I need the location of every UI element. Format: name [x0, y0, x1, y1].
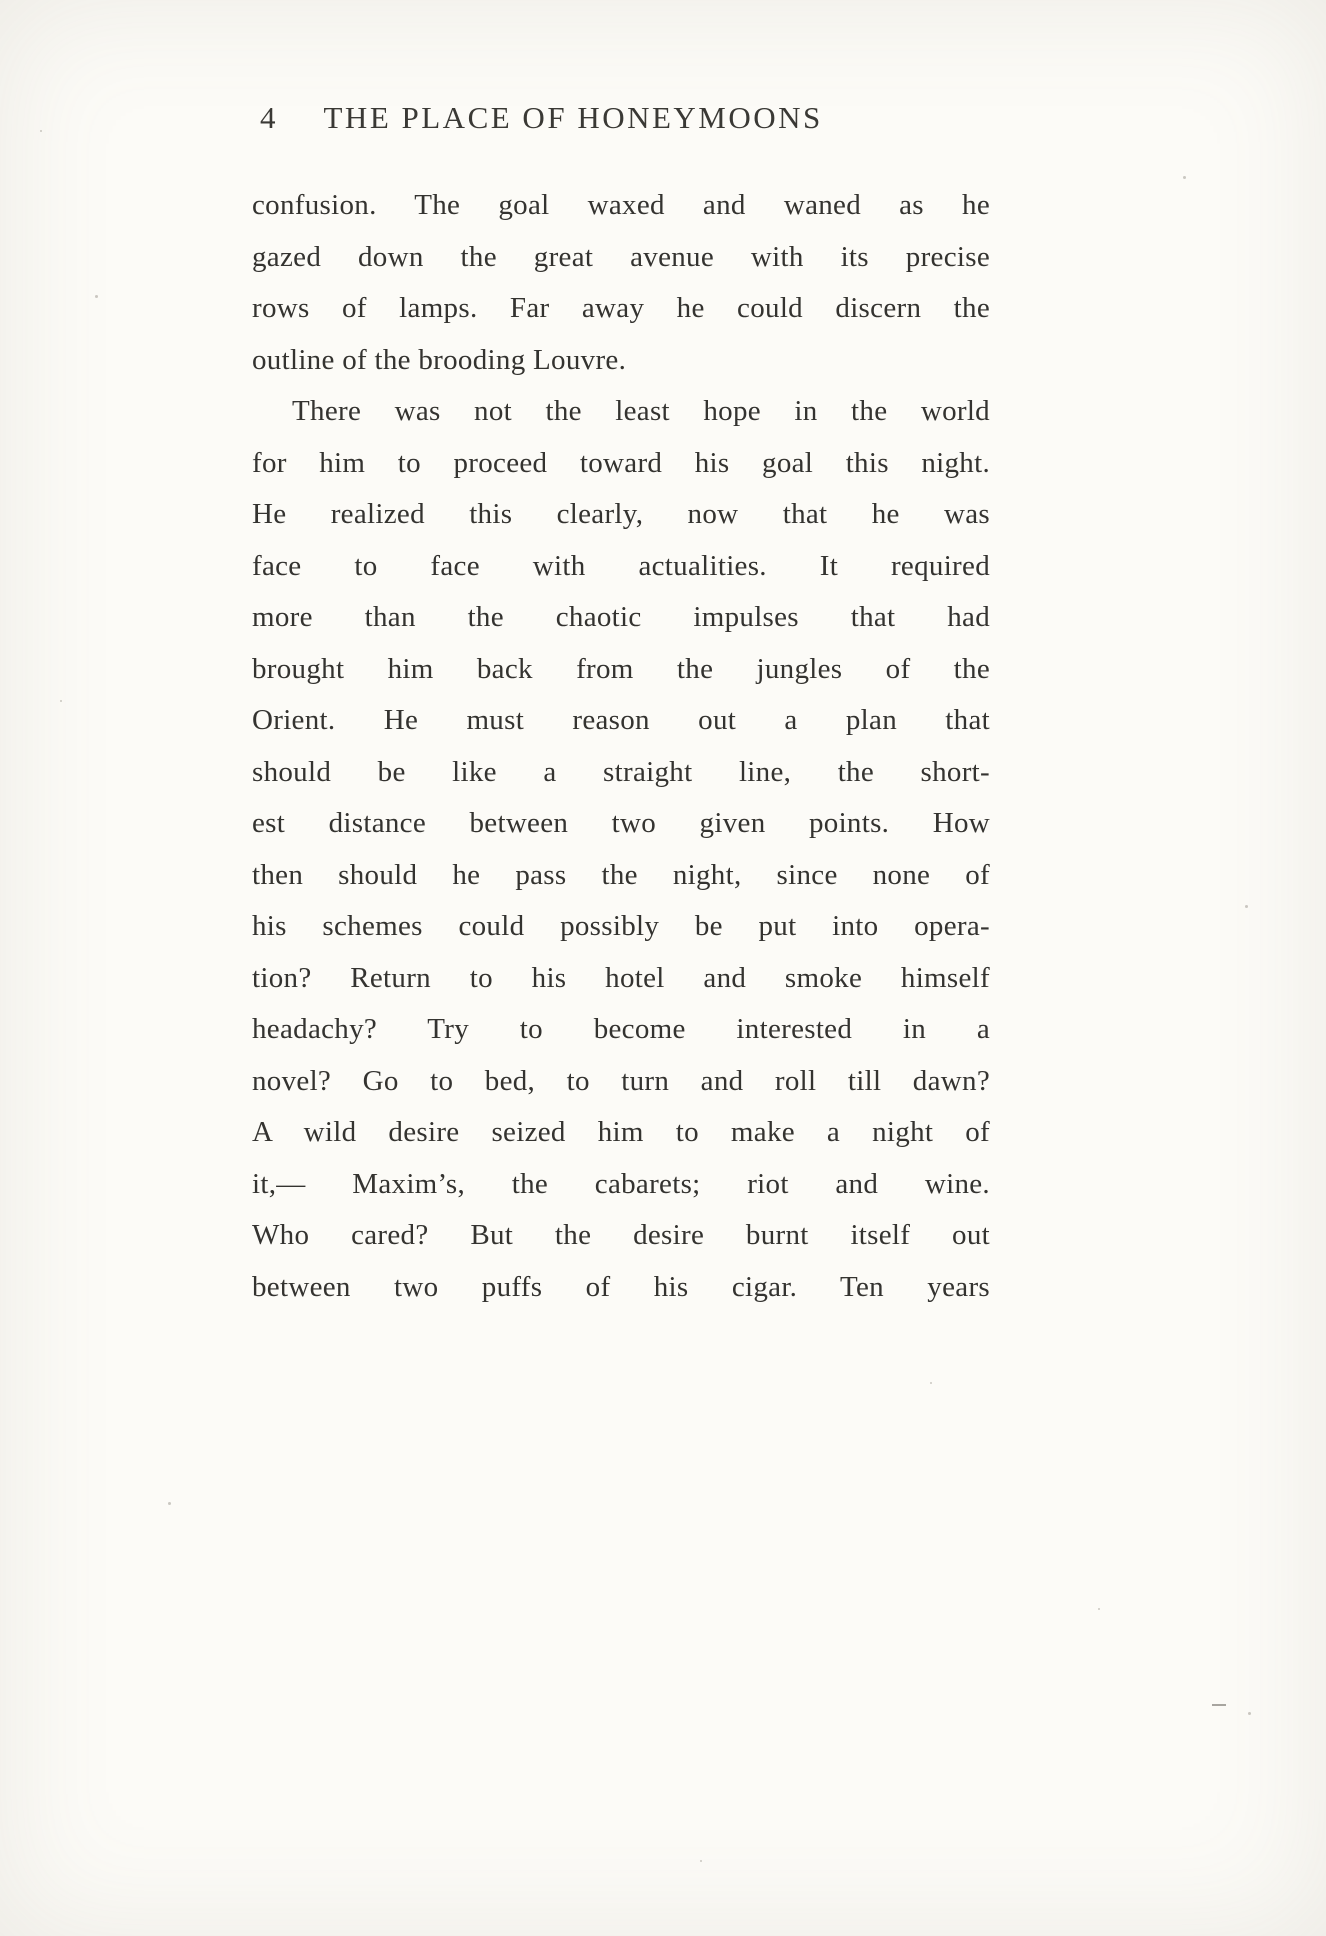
- running-head-title: THE PLACE OF HONEYMOONS: [323, 100, 823, 135]
- text-line: it,— Maxim’s, the cabarets; riot and wine.: [252, 1167, 990, 1200]
- page-header: [252, 100, 990, 146]
- text-block: [252, 100, 990, 1313]
- text-line: between two puffs of his cigar. Ten years: [252, 1270, 990, 1303]
- page-number: 4: [260, 100, 276, 135]
- text-line: more than the chaotic impulses that had: [252, 601, 990, 633]
- scan-speck: [1183, 176, 1186, 179]
- text-line: confusion. The goal waxed and waned as he: [252, 189, 990, 221]
- body-text: [252, 180, 990, 1313]
- text-line: est distance between two given points. How: [252, 807, 990, 839]
- text-line: tion? Return to his hotel and smoke himself: [252, 961, 990, 994]
- scan-speck: [60, 700, 62, 702]
- scan-speck: [168, 1502, 171, 1505]
- text-line: A wild desire seized him to make a night of: [252, 1116, 990, 1148]
- scan-speck: [700, 1860, 702, 1862]
- text-line: Orient. He must reason out a plan that: [252, 704, 990, 736]
- text-line: headachy? Try to become interested in a: [252, 1013, 990, 1045]
- text-line: brought him back from the jungles of the: [252, 652, 990, 685]
- text-line: for him to proceed toward his goal this night.: [252, 446, 990, 479]
- text-line: He realized this clearly, now that he was: [252, 498, 990, 530]
- scan-speck: [1098, 1608, 1100, 1610]
- text-line: rows of lamps. Far away he could discern the: [252, 292, 990, 324]
- scan-speck: [95, 295, 98, 298]
- text-line: face to face with actualities. It required: [252, 549, 990, 582]
- scan-speck: [930, 1382, 932, 1384]
- scan-speck: [1248, 1712, 1251, 1715]
- scan-speck: [40, 130, 42, 132]
- scan-speck: [1245, 905, 1248, 908]
- text-line: There was not the least hope in the world: [292, 395, 990, 427]
- text-line: outline of the brooding Louvre.: [252, 343, 627, 376]
- text-line: gazed down the great avenue with its precise: [252, 240, 990, 273]
- text-line: his schemes could possibly be put into opera-: [252, 910, 990, 942]
- text-line: then should he pass the night, since none of: [252, 858, 990, 891]
- text-line: should be like a straight line, the short-: [252, 755, 990, 788]
- text-line: novel? Go to bed, to turn and roll till dawn?: [252, 1064, 990, 1097]
- text-line: Who cared? But the desire burnt itself out: [252, 1219, 990, 1251]
- scan-mark: [1212, 1704, 1226, 1706]
